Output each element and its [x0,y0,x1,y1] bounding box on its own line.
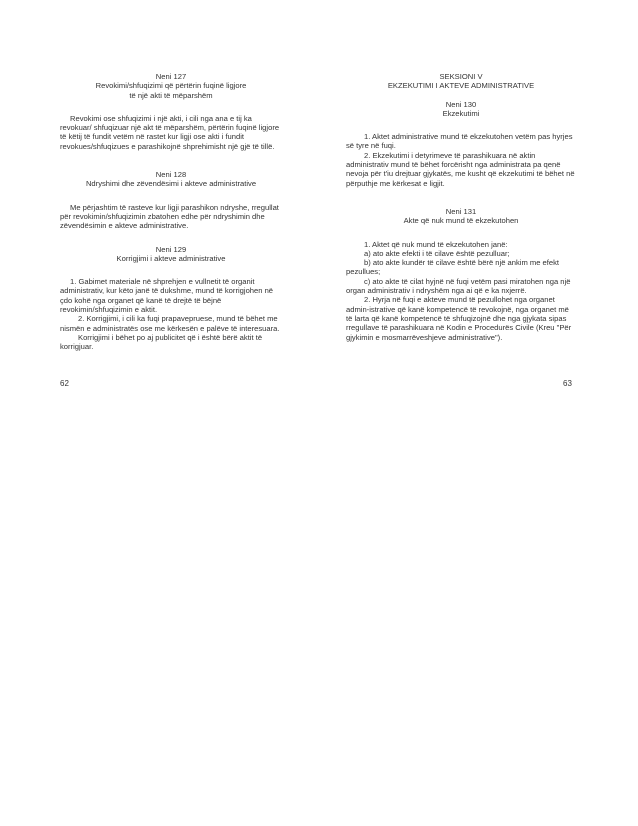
right-page [346,72,576,342]
section-subtitle: EKZEKUTIMI I AKTEVE ADMINISTRATIVE [387,81,535,91]
article-127-title: Neni 127 [155,72,187,81]
article-131-paragraph-1: 1. Aktet që nuk mund të ekzekutohen janë: [364,239,508,249]
article-129-subtitle: Korrigjimi i akteve administrative [116,253,226,263]
article-131-subtitle: Akte që nuk mund të ekzekutohen [403,216,519,226]
section-title: SEKSIONI V [439,72,483,81]
article-127-paragraph: Revokimi ose shfuqizimi i një akti, i cili nga ana e tij ka revokuar/ shfuqizuar një akt të mëparshëm, përtërin fuqinë ligjore të këtij të fundit vetëm në rastet kur ligji ose akti i fundit revokues/shfuqizues e parashikojnë shprehimisht një gjë të tillë. [60,113,280,151]
article-130-subtitle: Ekzekutimi [442,108,480,118]
article-131-title: Neni 131 [445,206,477,216]
article-131-item-a: a) ato akte efekti i të cilave është pezulluar; [364,248,510,258]
article-127-subtitle-cont: të një akti të mëparshëm [129,90,213,100]
article-129-paragraph-2: 2. Korrigjimi, i cili ka fuqi prapavepruese, mund të bëhet me nismën e administratës ose me kërkesën e palëve të interesuara. [60,314,280,333]
article-129-paragraph-1: 1. Gabimet materiale në shprehjen e vullnetit të organit administrativ, kur këto janë të dukshme, mund të korrigjohen në çdo kohë nga organet që kanë të drejtë të bëjnë revokimin/shfuqizimin e aktit. [60,277,274,315]
article-128-title: Neni 128 [155,170,187,180]
article-129-title: Neni 129 [155,244,187,254]
left-page [60,72,282,352]
page-number-left: 62 [60,379,69,388]
article-129-paragraph-3: Korrigjimi i bëhet po aj publicitet që i është bërë aktit të korrigjuar. [60,332,263,352]
article-131-item-c: c) ato akte të cilat hyjnë në fuqi vetëm pasi miratohen nga një organ administrativ i ndryshëm nga ai që e ka nxjerrë. [346,276,571,296]
article-131-paragraph-2: 2. Hyrja në fuqi e akteve mund të pezullohet nga organet admin-istrative që kanë kompetencë të revokojnë, nga organet më të larta që kanë kompetencë të shfuqizojnë dhe nga gjykata sipas rregullave të parashikuara në Kodin e Procedurës Civile (Kreu "Për gjykimin e mosmarrëveshjeve administrative"). [346,295,572,342]
article-131-item-b: b) ato akte kundër të cilave është bërë një ankim me efekt pezullues; [346,258,560,277]
article-128-paragraph: Me përjashtim të rasteve kur ligji parashikon ndryshe, rregullat për revokimin/shfuqizimin zbatohen edhe për ndryshimin dhe zëvendësimin e akteve administrative. [60,202,279,231]
article-130-title: Neni 130 [445,99,477,109]
article-127-subtitle: Revokimi/shfuqizimi që përtërin fuqinë ligjore [95,81,247,91]
article-128-subtitle: Ndryshimi dhe zëvendësimi i akteve administrative [85,179,257,189]
page-number-right: 63 [563,379,572,388]
article-130-paragraph-1: 1. Aktet administrative mund të ekzekutohen vetëm pas hyrjes së tyre në fuqi. [346,132,573,151]
article-130-paragraph-2: 2. Ekzekutimi i detyrimeve të parashikuara në aktin administrativ mund të bëhet forcërisht nga administrata pa qenë nevoja për t'iu drejtuar gjykatës, me kusht që ekzekutimi të bëhet në përputhje me kërkesat e ligjit. [346,150,575,188]
